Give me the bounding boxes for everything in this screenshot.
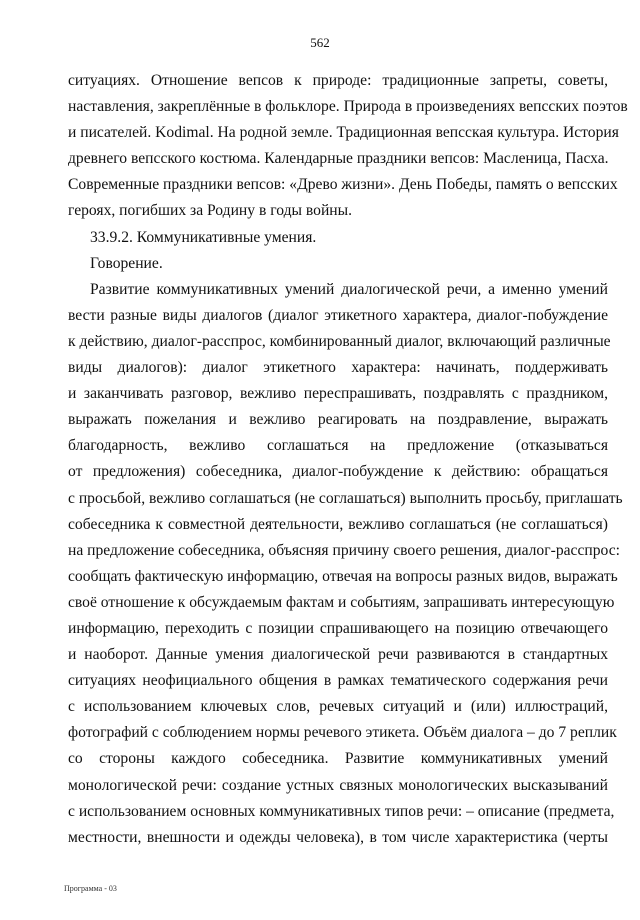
text-line: ситуациях неофициального общения в рамках тематического содержания речи <box>68 672 608 690</box>
text-line: к действию, диалог-расспрос, комбинированный диалог, включающий различные <box>68 332 611 350</box>
text-line: с просьбой, вежливо соглашаться (не соглашаться) выполнить просьбу, приглашать <box>68 489 623 507</box>
text-line: 33.9.2. Коммуникативные умения. <box>90 228 317 246</box>
page-number: 562 <box>310 35 330 50</box>
text-line: местности, внешности и одежды человека), в том числе характеристика (черты <box>68 828 608 846</box>
text-line: собеседника к совместной деятельности, вежливо соглашаться (не соглашаться) <box>68 515 608 533</box>
text-line: сообщать фактическую информацию, отвечая на вопросы разных видов, выражать <box>68 567 618 585</box>
text-line: выражать пожелания и вежливо реагировать на поздравление, выражать <box>68 411 608 429</box>
text-line: с использованием ключевых слов, речевых ситуаций и (или) иллюстраций, <box>68 698 608 716</box>
text-line: от предложения) собеседника, диалог-побуждение к действию: обращаться <box>68 463 608 481</box>
text-line: благодарность, вежливо соглашаться на предложение (отказываться <box>68 437 608 455</box>
text-line: информацию, переходить с позиции спрашивающего на позицию отвечающего <box>68 619 608 637</box>
text-line: монологической речи: создание устных связных монологических высказываний <box>68 776 608 794</box>
text-line: вести разные виды диалогов (диалог этикетного характера, диалог-побуждение <box>68 306 608 324</box>
text-line: и писателей. Kodimal. На родной земле. Традиционная вепсская культура. История <box>68 124 619 142</box>
text-line: фотографий с соблюдением нормы речевого этикета. Объём диалога – до 7 реплик <box>68 724 617 742</box>
text-line: и заканчивать разговор, вежливо переспрашивать, поздравлять с праздником, <box>68 385 608 403</box>
text-line: на предложение собеседника, объясняя причину своего решения, диалог-расспрос: <box>68 541 620 559</box>
text-line: со стороны каждого собеседника. Развитие коммуникативных умений <box>68 750 608 768</box>
text-line: Развитие коммуникативных умений диалогической речи, а именно умений <box>90 280 608 298</box>
text-line: виды диалогов): диалог этикетного характера: начинать, поддерживать <box>68 359 608 377</box>
text-line: и наоборот. Данные умения диалогической речи развиваются в стандартных <box>68 646 608 664</box>
text-line: ситуациях. Отношение вепсов к природе: традиционные запреты, советы, <box>68 72 608 89</box>
text-line: героях, погибших за Родину в годы войны. <box>68 202 353 220</box>
text-line: своё отношение к обсуждаемым фактам и событиям, запрашивать интересующую <box>68 593 615 611</box>
text-line: наставления, закреплённые в фольклоре. Природа в произведениях вепсских поэтов <box>68 98 628 116</box>
text-line: Современные праздники вепсов: «Древо жизни». День Победы, память о вепсских <box>68 176 618 194</box>
text-line: древнего вепсского костюма. Календарные праздники вепсов: Масленица, Пасха. <box>68 150 609 168</box>
text-line: с использованием основных коммуникативных типов речи: – описание (предмета, <box>68 802 615 820</box>
footer-label: Программа - 03 <box>64 884 117 893</box>
body-text <box>68 68 628 851</box>
text-line: Говорение. <box>90 254 163 272</box>
